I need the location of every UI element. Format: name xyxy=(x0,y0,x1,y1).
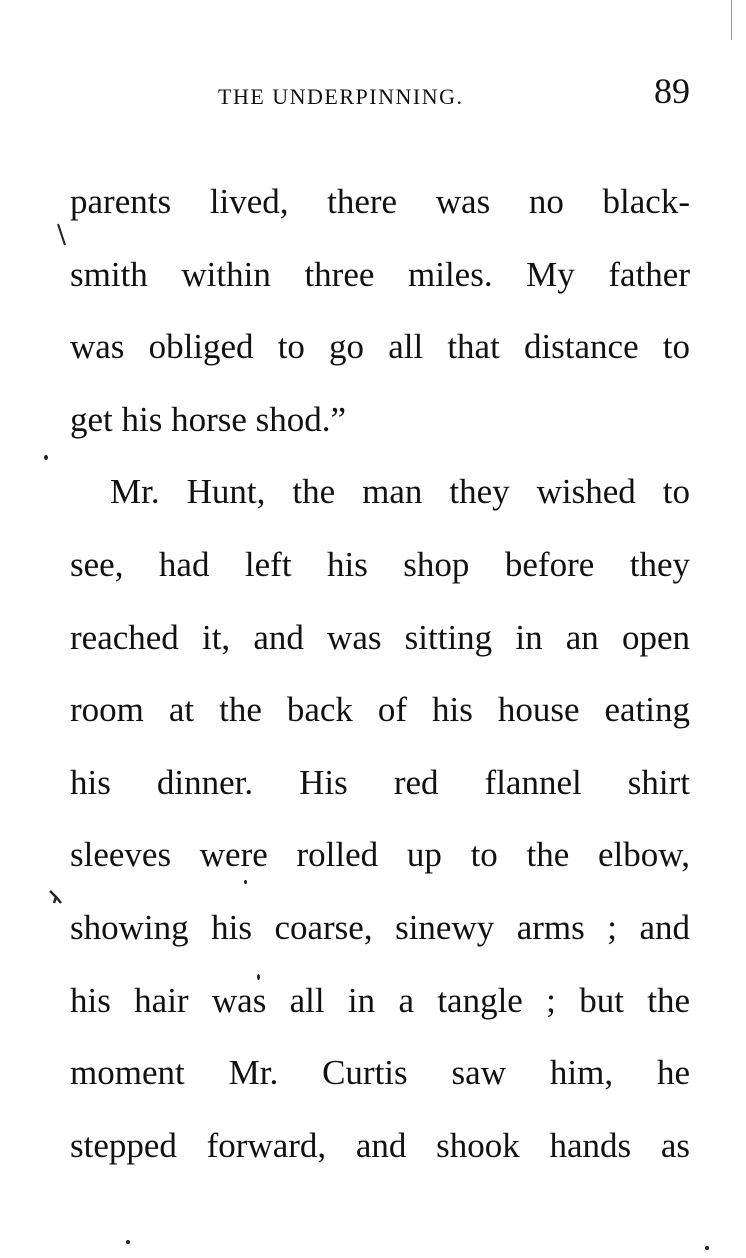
stray-mark-slash xyxy=(56,222,68,248)
text-line: moment Mr. Curtis saw him, he xyxy=(70,1053,690,1093)
text-line: sleeves were rolled up to the elbow, xyxy=(70,835,690,875)
page-edge-line xyxy=(731,0,732,40)
running-title: THE UNDERPINNING. xyxy=(218,84,464,109)
text-line: stepped forward, and shook hands as xyxy=(70,1125,690,1165)
speck xyxy=(44,455,48,460)
text-line: get his horse shod.” xyxy=(70,399,347,439)
speck xyxy=(257,974,260,980)
speck xyxy=(705,1246,709,1250)
text-line: reached it, and was sitting in an open xyxy=(70,617,690,657)
text-line: was obliged to go all that distance to xyxy=(70,327,690,367)
page-number: 89 xyxy=(654,71,690,111)
stray-mark-tick xyxy=(48,888,64,906)
text-line: Mr. Hunt, the man they wished to xyxy=(110,472,690,512)
text-line: parents lived, there was no black- xyxy=(70,182,690,221)
text-line: room at the back of his house eating xyxy=(70,690,690,730)
speck xyxy=(126,1240,130,1244)
speck xyxy=(244,880,247,884)
text-line: see, had left his shop before they xyxy=(70,544,690,584)
text-line: his hair was all in a tangle ; but the xyxy=(70,980,690,1020)
text-line: showing his coarse, sinewy arms ; and xyxy=(70,907,690,947)
text-line: his dinner. His red flannel shirt xyxy=(70,762,690,802)
body-text xyxy=(70,174,690,1190)
text-line: smith within three miles. My father xyxy=(70,254,690,294)
